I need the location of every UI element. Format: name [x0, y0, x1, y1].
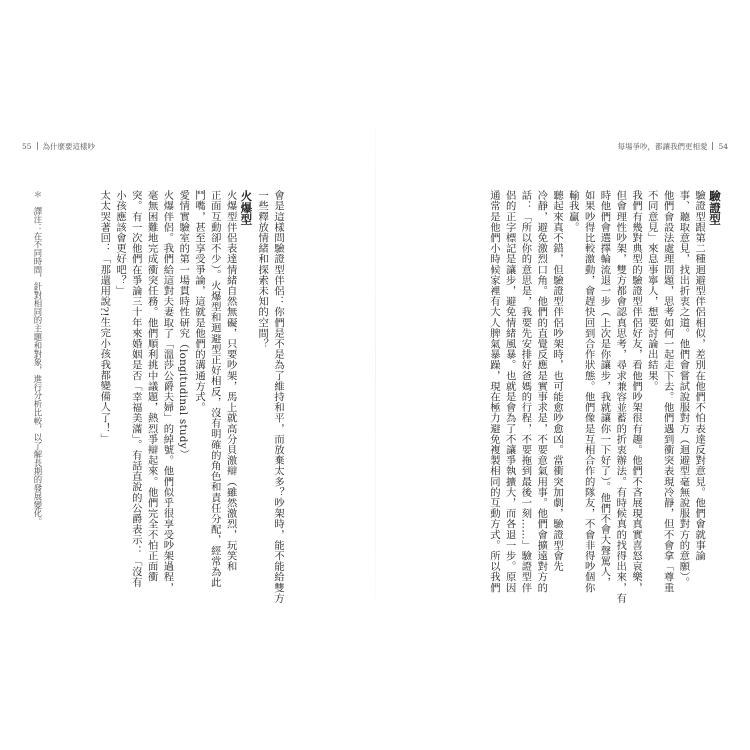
text-column: 愛情實驗室的第一場貫時性研究（longitudinal study）	[177, 190, 190, 460]
text-column: 一些釋放情緒和探索未知的空間？	[256, 190, 269, 349]
text-column: 火爆伴侶。我們給這對夫妻取了「溫莎公爵夫婦」的綽號。他們似乎很享受吵架過程，	[161, 190, 174, 593]
text-column: 鬥嘴，甚至享受爭論，這就是他們的溝通方式。	[193, 190, 206, 413]
text-column: 時他們會選擇輪流退一步（上次是你讓步，我就讓你一下好了）。他們不會大聲罵人，	[598, 190, 611, 588]
right-running-title: 每場爭吵，都讓我們更相愛	[617, 142, 708, 151]
text-column: 毫無困難地完成衝突任務。他們順利挑中議題，熱烈爭辯起來。他們完全不怕正面衝	[145, 190, 158, 583]
right-page-header	[617, 141, 728, 152]
text-column: 會是這樣問驗證型伴侶：你們是不是為了維持和平，而放棄太多？吵架時，能不能給雙方	[272, 190, 284, 604]
text-column: 我們有幾對典型的驗證型伴侶好友，看他們吵架很有趣。他們不吝展現真實喜怒哀樂，	[630, 190, 643, 593]
text-column: 不同意見」來息事寧人，想要討論出結果。	[645, 190, 658, 392]
right-page-body	[485, 190, 722, 604]
text-column: 小孩應該會更好吧？」	[114, 190, 127, 296]
left-page-number: 55	[22, 142, 32, 151]
text-column: 聽起來真不錯，但驗證型伴侶吵架時，也可能愈吵愈凶。當衝突加劇，驗證型會先	[551, 190, 564, 572]
right-page-number: 54	[718, 142, 728, 151]
text-column: 通常是他們小時候家裡有大人脾氣暴躁，現在極力避免複製相同的互動方式。所以我們	[487, 190, 500, 593]
text-column: 太太哭著回：「那還用說?!生完小孩我都變備人了！」	[98, 190, 111, 445]
text-column: 話：「所以你的意思是，我要先安排好爸媽的行程，不要拖到最後一刻……」驗證型伴	[519, 190, 532, 593]
text-column: 事、聽取意見，找出折衷之道。他們會嘗試說服對方（迴避型毫無說服對方的意願）。	[677, 190, 690, 588]
section-heading: 驗證型	[708, 190, 722, 226]
text-column: 驗證型跟第二種迴避型伴侶相似，差別在他們不怕表達反對意見。他們會就事論	[693, 190, 706, 561]
text-column: 他們會設法處理問題，思考如何一起走下去。他們遇到衝突表現冷靜，但不會拿「尊重	[661, 190, 674, 593]
header-separator	[712, 142, 713, 150]
text-column: 正面互動卻不少）。火爆型和迴避型正好相反，沒有明確的角色和責任分配，經常為此	[208, 190, 221, 588]
text-column: 如果吵得比較激動，會趕快回到合作狀態。他們像是互相合作的隊友，不會非得吵個你	[582, 190, 595, 593]
footnote: ＊ 譯注：在不同時間，針對相同的主題和對象，進行分析比較，以了解長期的發展變化。	[33, 190, 43, 526]
text-column: 冷靜，避免激烈口角。他們的直覺反應是實事求是，不要意氣用事。他們會擴遠對方的	[535, 190, 548, 593]
text-column: 火爆型伴侶表達情緒自然無礙，只要吵架，馬上就高分貝激辯（雖然激烈，玩笑和	[224, 190, 237, 572]
text-column: 輸我贏。	[566, 190, 579, 233]
header-separator	[37, 142, 38, 150]
book-spread	[18, 128, 732, 604]
text-column: 突。有一次他們在爭論三十年來婚姻是否「幸福美滿」。有話直說的公爵表示：「沒有	[129, 190, 142, 588]
left-page-header	[22, 141, 95, 152]
text-column: 侶的正字標記是讓步，避免情緒風暴。也就是會為了不讓爭執擴大，而各退一步。原因	[503, 190, 516, 593]
text-column: 但會理性吵架，雙方都會認真思考，尋求兼容並蓄的折衷辦法。有時候真的找得出來，有	[614, 190, 627, 604]
left-page-body	[95, 190, 285, 604]
left-running-title: 為什麼要這樣吵	[42, 142, 96, 151]
section-heading: 火爆型	[239, 190, 254, 226]
page-gutter	[375, 128, 376, 598]
